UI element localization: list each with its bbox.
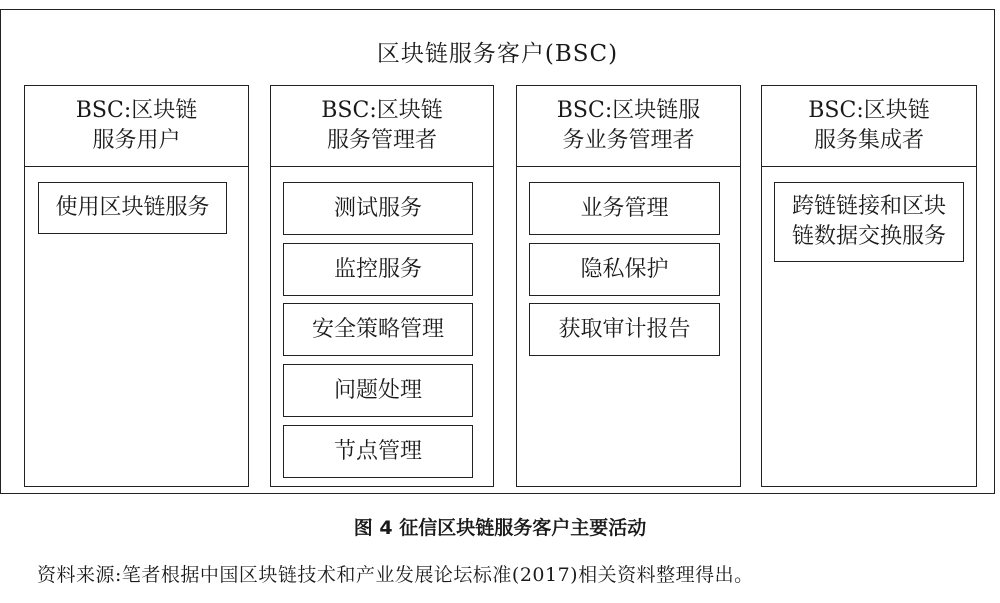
- column-header-line: BSC:区块链: [75, 98, 198, 123]
- activity-box: 测试服务: [283, 182, 473, 235]
- column-service-integrator: [761, 85, 977, 487]
- column-header-line: BSC:区块链服: [556, 98, 701, 123]
- diagram-title: 区块链服务客户(BSC): [376, 41, 619, 67]
- activity-box: 监控服务: [283, 243, 473, 296]
- figure-caption: 图 4 征信区块链服务客户主要活动: [353, 517, 647, 539]
- activity-box: 获取审计报告: [529, 303, 720, 356]
- column-header-line: 服务集成者: [813, 128, 924, 153]
- activity-box: 问题处理: [283, 364, 473, 417]
- bsc-outer-box: [0, 9, 995, 494]
- activity-box: 使用区块链服务: [38, 182, 227, 234]
- activity-box: [774, 182, 964, 262]
- activity-box: 业务管理: [529, 182, 720, 235]
- column-header: [517, 86, 740, 167]
- activity-line: 跨链链接和区块: [791, 194, 946, 219]
- activity-box: 安全策略管理: [283, 303, 473, 356]
- column-header: [25, 86, 248, 167]
- activity-box: 节点管理: [283, 425, 473, 478]
- column-business-manager: [516, 85, 741, 487]
- column-service-manager: [270, 85, 494, 487]
- column-service-user: [24, 85, 249, 487]
- column-header-line: BSC:区块链: [321, 98, 443, 123]
- column-header: [762, 86, 976, 167]
- source-note: 资料来源:笔者根据中国区块链技术和产业发展论坛标准(2017)相关资料整理得出。: [37, 564, 754, 586]
- column-header: [271, 86, 493, 167]
- column-header-line: 务业务管理者: [562, 128, 695, 153]
- column-header-line: 服务用户: [92, 128, 181, 153]
- column-header-line: BSC:区块链: [808, 98, 930, 123]
- column-header-line: 服务管理者: [326, 128, 437, 153]
- activity-box: 隐私保护: [529, 243, 720, 296]
- activity-line: 链数据交换服务: [791, 224, 946, 249]
